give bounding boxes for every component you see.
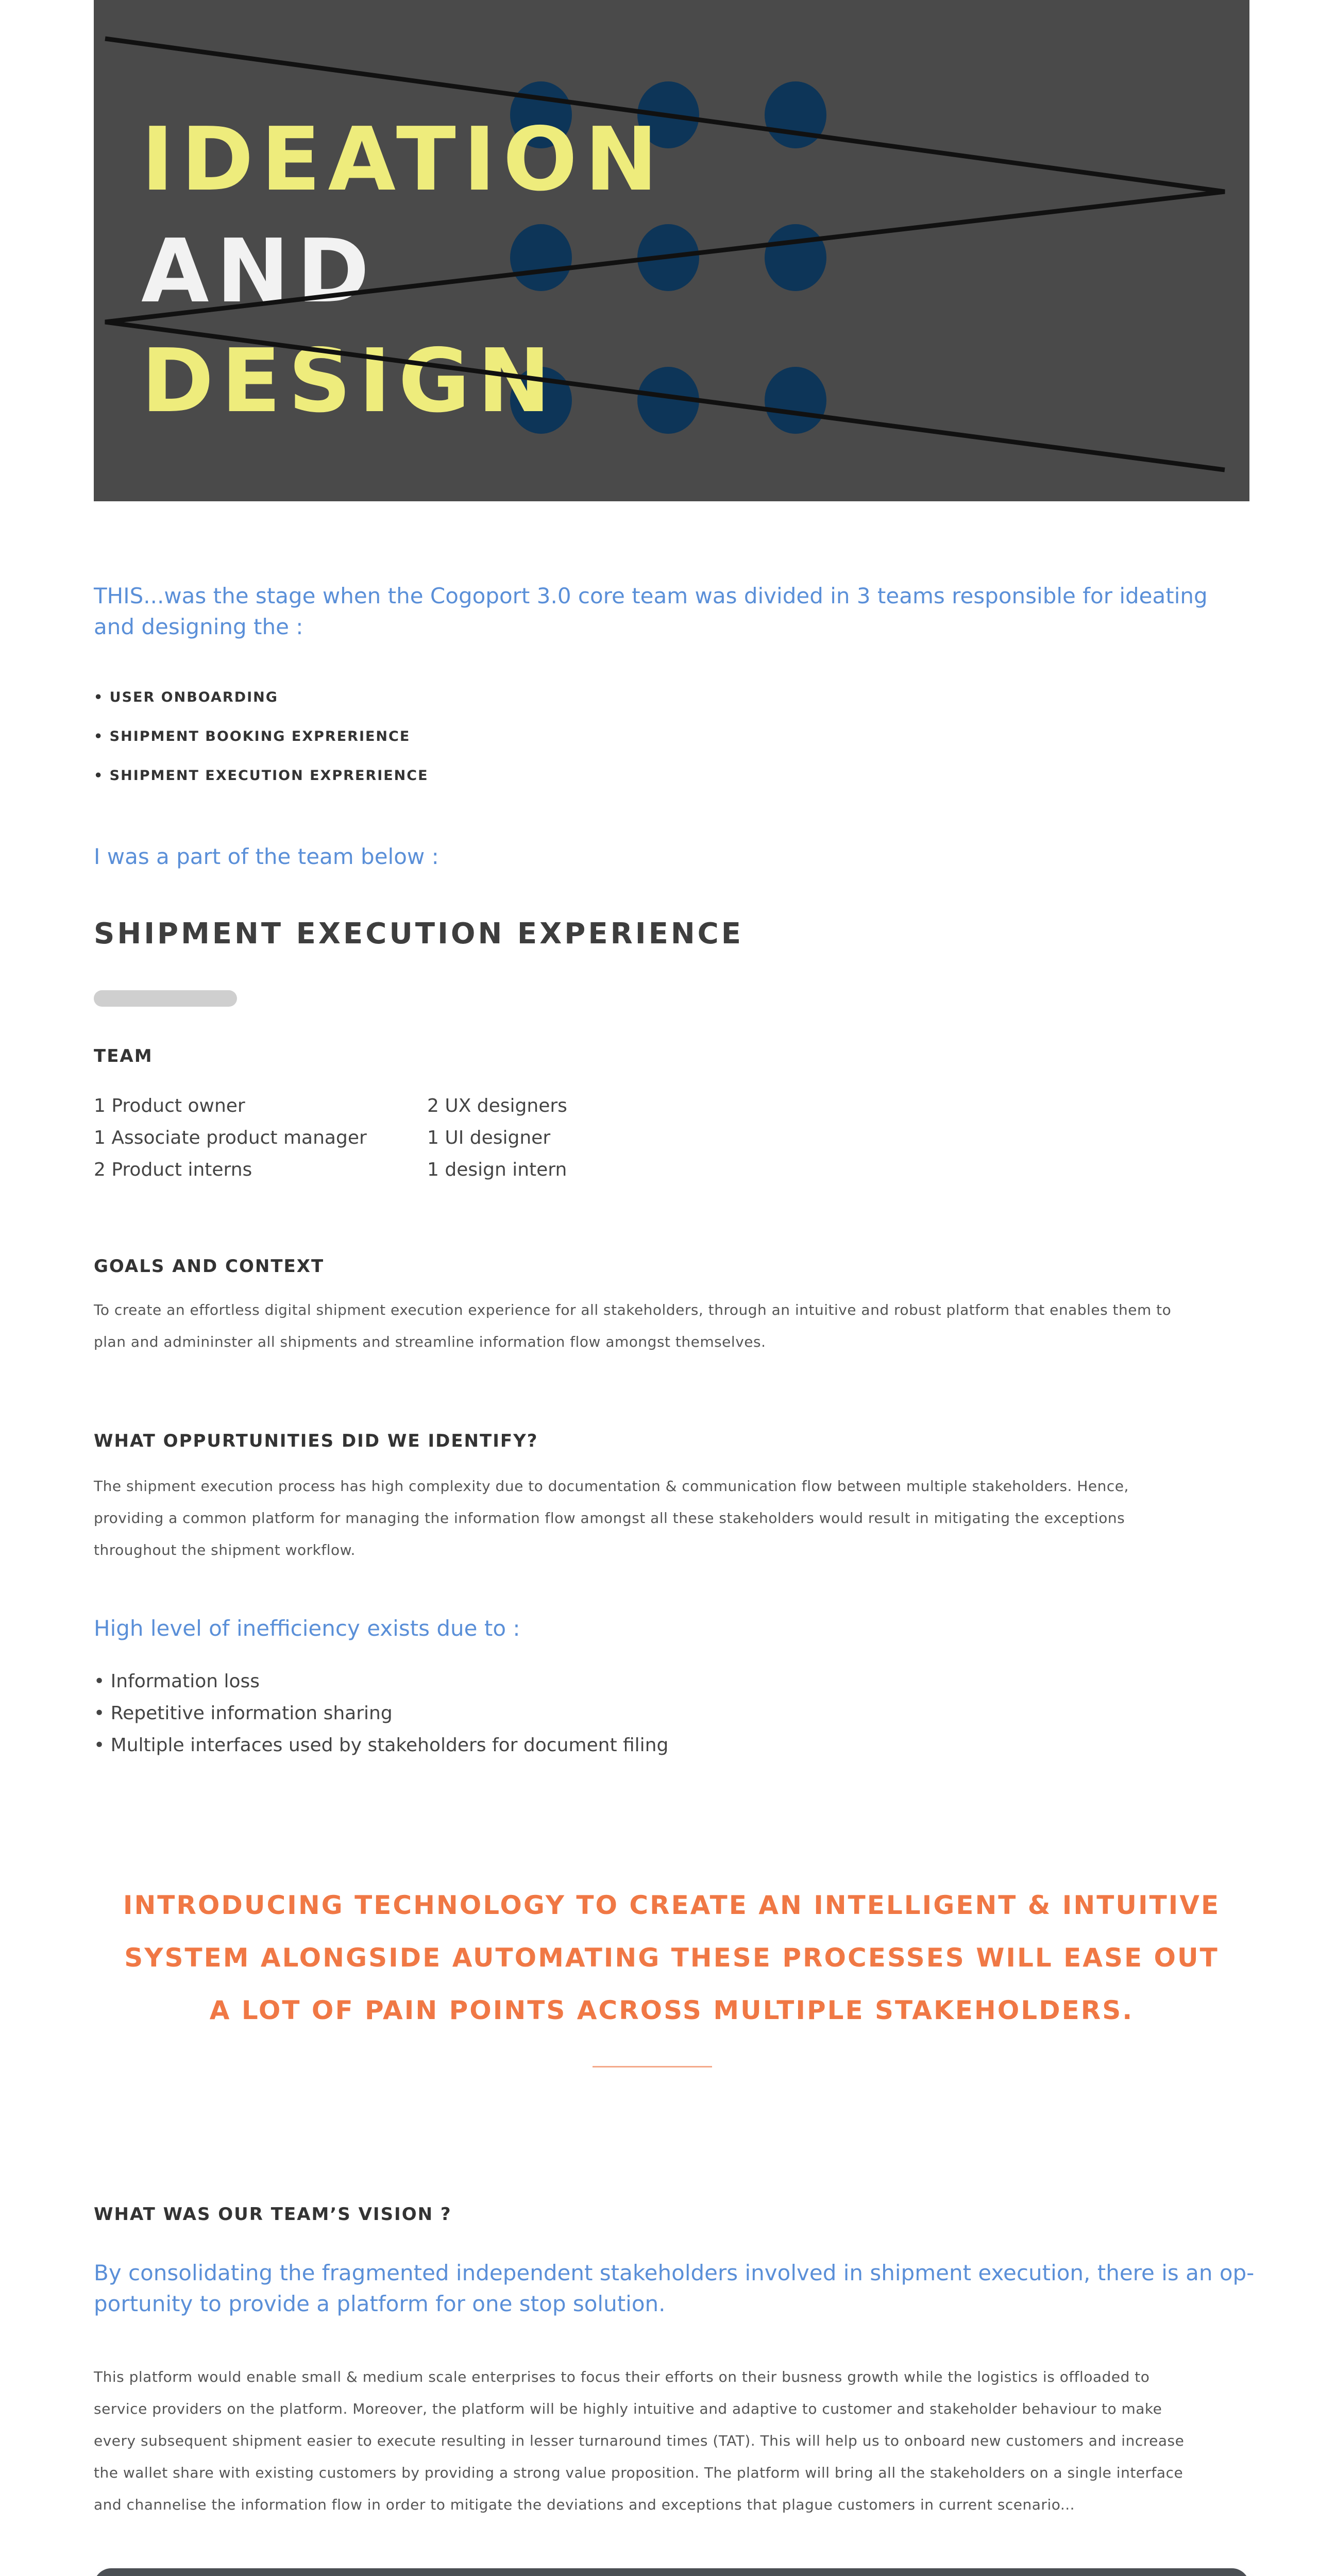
callout-statement [94, 1879, 1249, 2037]
team-member: 2 Product interns [94, 1159, 252, 1180]
team-heading: TEAM [94, 1046, 153, 1066]
hero-word-design: DESIGN [141, 330, 558, 432]
goals-line: To create an effortless digital shipment execution experience for all stakeholders, through an intuitive and robust platform that enables them to [94, 1301, 1172, 1318]
team-member: 1 Associate product manager [94, 1127, 367, 1148]
vision-body-line: the wallet share with existing customers by providing a strong value proposition. The platform will bring all the stakeholders on a single interface [94, 2464, 1183, 2481]
vision-body-line: every subsequent shipment easier to execute resulting in lesser turnaround times (TAT). This will help us to onboard new customers and increase [94, 2432, 1185, 2449]
team-member: 1 UI designer [427, 1127, 551, 1148]
hero-word-ideation: IDEATION [141, 109, 665, 211]
team-member: 1 Product owner [94, 1095, 245, 1116]
vision-lead [94, 2258, 1254, 2319]
vision-body-line: This platform would enable small & medium scale enterprises to focus their efforts on their busness growth while the logistics is offloaded to [94, 2368, 1150, 2385]
zigzag-lines [94, 0, 1249, 501]
inefficiency-item: • Repetitive information sharing [94, 1703, 393, 1724]
vision-lead-line: portunity to provide a platform for one stop solution. [94, 2291, 666, 2316]
part-of-team-label: I was a part of the team below : [94, 844, 439, 869]
team-right-column [427, 1090, 567, 1186]
opportunities-heading: WHAT OPPURTUNITIES DID WE IDENTIFY? [94, 1431, 538, 1451]
hero-word-and: AND [141, 221, 377, 323]
team-list-item: • USER ONBOARDING [94, 689, 278, 705]
hero-banner [94, 0, 1249, 501]
callout-line: SYSTEM ALONGSIDE AUTOMATING THESE PROCESSES WILL EASE OUT [124, 1943, 1219, 1973]
callout-divider [593, 2066, 712, 2067]
vision-body-line: and channelise the information flow in order to mitigate the deviations and exceptions that plague customers in current scenario... [94, 2496, 1075, 2513]
section-title: SHIPMENT EXECUTION EXPERIENCE [94, 917, 744, 951]
inefficiency-item: • Information loss [94, 1671, 260, 1692]
goals-heading: GOALS AND CONTEXT [94, 1256, 325, 1277]
intro-lead: THIS...was the stage when the Cogoport 3.0 core team was divided in 3 teams responsible for ideating and designing the : [94, 583, 1208, 639]
inefficiency-lead: High level of inefficiency exists due to : [94, 1616, 520, 1641]
vision-lead-line: By consolidating the fragmented independent stakeholders involved in shipment execution, there is an op- [94, 2260, 1255, 2285]
title-underline-bar [94, 990, 237, 1007]
opportunities-body [94, 1470, 1129, 1566]
inefficiency-list [94, 1666, 668, 1761]
callout-line: INTRODUCING TECHNOLOGY TO CREATE AN INTELLIGENT & INTUITIVE [123, 1890, 1221, 1920]
goals-body [94, 1294, 1171, 1358]
callout-line: A LOT OF PAIN POINTS ACROSS MULTIPLE STAKEHOLDERS. [209, 1995, 1134, 2025]
vision-body-line: service providers on the platform. Moreover, the platform will be highly intuitive and adaptive to customer and stakeholder behaviour to make [94, 2400, 1162, 2417]
opportunities-line: The shipment execution process has high complexity due to documentation & communication flow between multiple stakeholders. Hence, [94, 1478, 1129, 1495]
team-member: 2 UX designers [427, 1095, 567, 1116]
vision-body [94, 2361, 1184, 2521]
inefficiency-item: • Multiple interfaces used by stakeholders for document filing [94, 1735, 669, 1756]
team-left-column [94, 1090, 367, 1186]
opportunities-line: throughout the shipment workflow. [94, 1541, 356, 1558]
case-study-card[interactable] [94, 2568, 1249, 2576]
vision-heading: WHAT WAS OUR TEAM’S VISION ? [94, 2204, 452, 2225]
team-member: 1 design intern [427, 1159, 567, 1180]
team-list-item: • SHIPMENT BOOKING EXPRERIENCE [94, 728, 411, 744]
goals-line: plan and admininster all shipments and streamline information flow amongst themselves. [94, 1333, 766, 1350]
opportunities-line: providing a common platform for managing the information flow amongst all these stakeholders would result in mitigating the exceptions [94, 1510, 1125, 1527]
team-list-item: • SHIPMENT EXECUTION EXPRERIENCE [94, 768, 429, 784]
